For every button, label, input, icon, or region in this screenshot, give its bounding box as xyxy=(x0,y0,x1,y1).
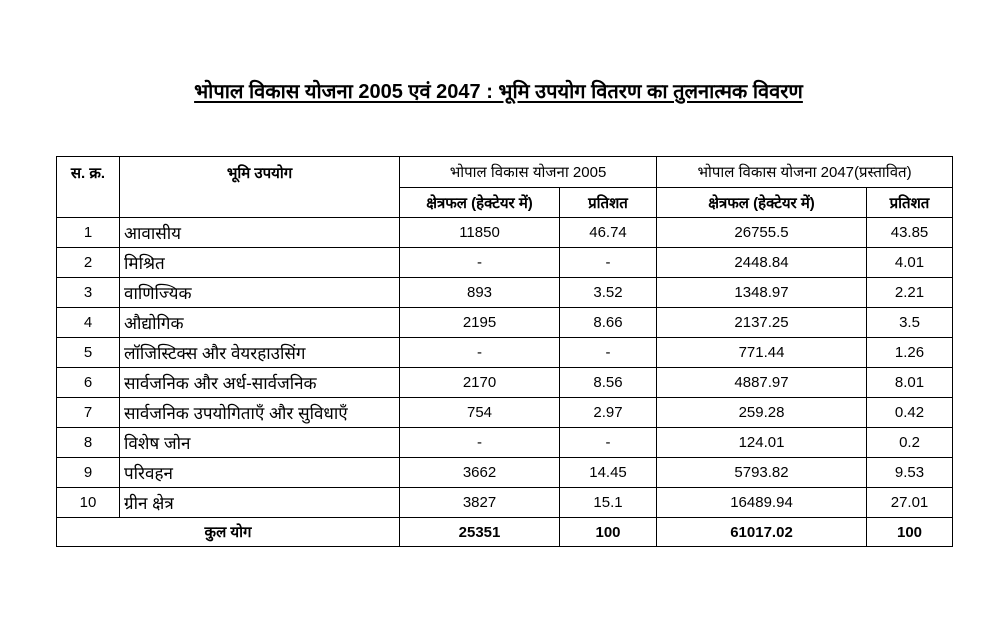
table-row xyxy=(57,398,953,428)
row-serial: 4 xyxy=(57,308,120,338)
header-plan-2005: भोपाल विकास योजना 2005 xyxy=(400,157,657,188)
row-area-2005: - xyxy=(400,248,560,278)
row-serial: 2 xyxy=(57,248,120,278)
row-percent-2047: 2.21 xyxy=(867,278,953,308)
header-percent-2047: प्रतिशत xyxy=(867,188,953,218)
row-percent-2005: - xyxy=(560,248,657,278)
row-percent-2047: 1.26 xyxy=(867,338,953,368)
total-percent-2005: 100 xyxy=(560,518,657,547)
row-land-use: औद्योगिक xyxy=(120,308,400,338)
row-land-use: ग्रीन क्षेत्र xyxy=(120,488,400,518)
row-percent-2005: 46.74 xyxy=(560,218,657,248)
row-serial: 5 xyxy=(57,338,120,368)
row-land-use: विशेष जोन xyxy=(120,428,400,458)
table-row xyxy=(57,428,953,458)
row-area-2005: 3662 xyxy=(400,458,560,488)
row-area-2005: 2195 xyxy=(400,308,560,338)
row-serial: 9 xyxy=(57,458,120,488)
table-row xyxy=(57,458,953,488)
total-area-2005: 25351 xyxy=(400,518,560,547)
row-land-use: परिवहन xyxy=(120,458,400,488)
land-use-table xyxy=(56,156,953,547)
total-percent-2047: 100 xyxy=(867,518,953,547)
row-percent-2047: 4.01 xyxy=(867,248,953,278)
row-percent-2005: 8.66 xyxy=(560,308,657,338)
row-area-2047: 771.44 xyxy=(657,338,867,368)
header-area-2047: क्षेत्रफल (हेक्टेयर में) xyxy=(657,188,867,218)
row-area-2005: 754 xyxy=(400,398,560,428)
row-percent-2005: 8.56 xyxy=(560,368,657,398)
row-area-2047: 2137.25 xyxy=(657,308,867,338)
row-serial: 7 xyxy=(57,398,120,428)
row-land-use: मिश्रित xyxy=(120,248,400,278)
row-area-2047: 259.28 xyxy=(657,398,867,428)
row-serial: 10 xyxy=(57,488,120,518)
row-area-2005: 893 xyxy=(400,278,560,308)
row-area-2005: 2170 xyxy=(400,368,560,398)
row-area-2047: 16489.94 xyxy=(657,488,867,518)
page-title xyxy=(0,78,997,106)
row-serial: 6 xyxy=(57,368,120,398)
row-land-use: लॉजिस्टिक्स और वेयरहाउसिंग xyxy=(120,338,400,368)
row-percent-2047: 3.5 xyxy=(867,308,953,338)
row-land-use: सार्वजनिक और अर्ध-सार्वजनिक xyxy=(120,368,400,398)
row-percent-2005: 2.97 xyxy=(560,398,657,428)
table-row xyxy=(57,218,953,248)
row-percent-2005: - xyxy=(560,338,657,368)
row-area-2047: 2448.84 xyxy=(657,248,867,278)
row-area-2047: 4887.97 xyxy=(657,368,867,398)
row-percent-2005: 3.52 xyxy=(560,278,657,308)
row-land-use: सार्वजनिक उपयोगिताएँ और सुविधाएँ xyxy=(120,398,400,428)
row-serial: 1 xyxy=(57,218,120,248)
table-row xyxy=(57,488,953,518)
total-label: कुल योग xyxy=(57,518,400,547)
row-area-2047: 26755.5 xyxy=(657,218,867,248)
row-percent-2005: - xyxy=(560,428,657,458)
row-land-use: आवासीय xyxy=(120,218,400,248)
total-row xyxy=(57,518,953,547)
table-row xyxy=(57,248,953,278)
row-area-2005: - xyxy=(400,428,560,458)
header-land-use: भूमि उपयोग xyxy=(120,157,400,218)
header-area-2005: क्षेत्रफल (हेक्टेयर में) xyxy=(400,188,560,218)
row-area-2047: 1348.97 xyxy=(657,278,867,308)
header-serial: स. क्र. xyxy=(57,157,120,218)
row-percent-2005: 15.1 xyxy=(560,488,657,518)
row-percent-2047: 0.2 xyxy=(867,428,953,458)
header-percent-2005: प्रतिशत xyxy=(560,188,657,218)
row-serial: 8 xyxy=(57,428,120,458)
table-row xyxy=(57,308,953,338)
row-area-2005: 3827 xyxy=(400,488,560,518)
header-plan-2047: भोपाल विकास योजना 2047(प्रस्तावित) xyxy=(657,157,953,188)
row-percent-2047: 0.42 xyxy=(867,398,953,428)
total-area-2047: 61017.02 xyxy=(657,518,867,547)
page-title-text: भोपाल विकास योजना 2005 एवं 2047 : भूमि उपयोग वितरण का तुलनात्मक विवरण xyxy=(194,81,803,103)
table-row xyxy=(57,338,953,368)
row-serial: 3 xyxy=(57,278,120,308)
row-percent-2047: 9.53 xyxy=(867,458,953,488)
table-row xyxy=(57,278,953,308)
table-row xyxy=(57,368,953,398)
row-percent-2047: 8.01 xyxy=(867,368,953,398)
row-land-use: वाणिज्यिक xyxy=(120,278,400,308)
row-percent-2047: 27.01 xyxy=(867,488,953,518)
row-area-2047: 5793.82 xyxy=(657,458,867,488)
row-area-2047: 124.01 xyxy=(657,428,867,458)
header-row-1 xyxy=(57,157,953,188)
row-percent-2005: 14.45 xyxy=(560,458,657,488)
row-percent-2047: 43.85 xyxy=(867,218,953,248)
row-area-2005: - xyxy=(400,338,560,368)
row-area-2005: 11850 xyxy=(400,218,560,248)
